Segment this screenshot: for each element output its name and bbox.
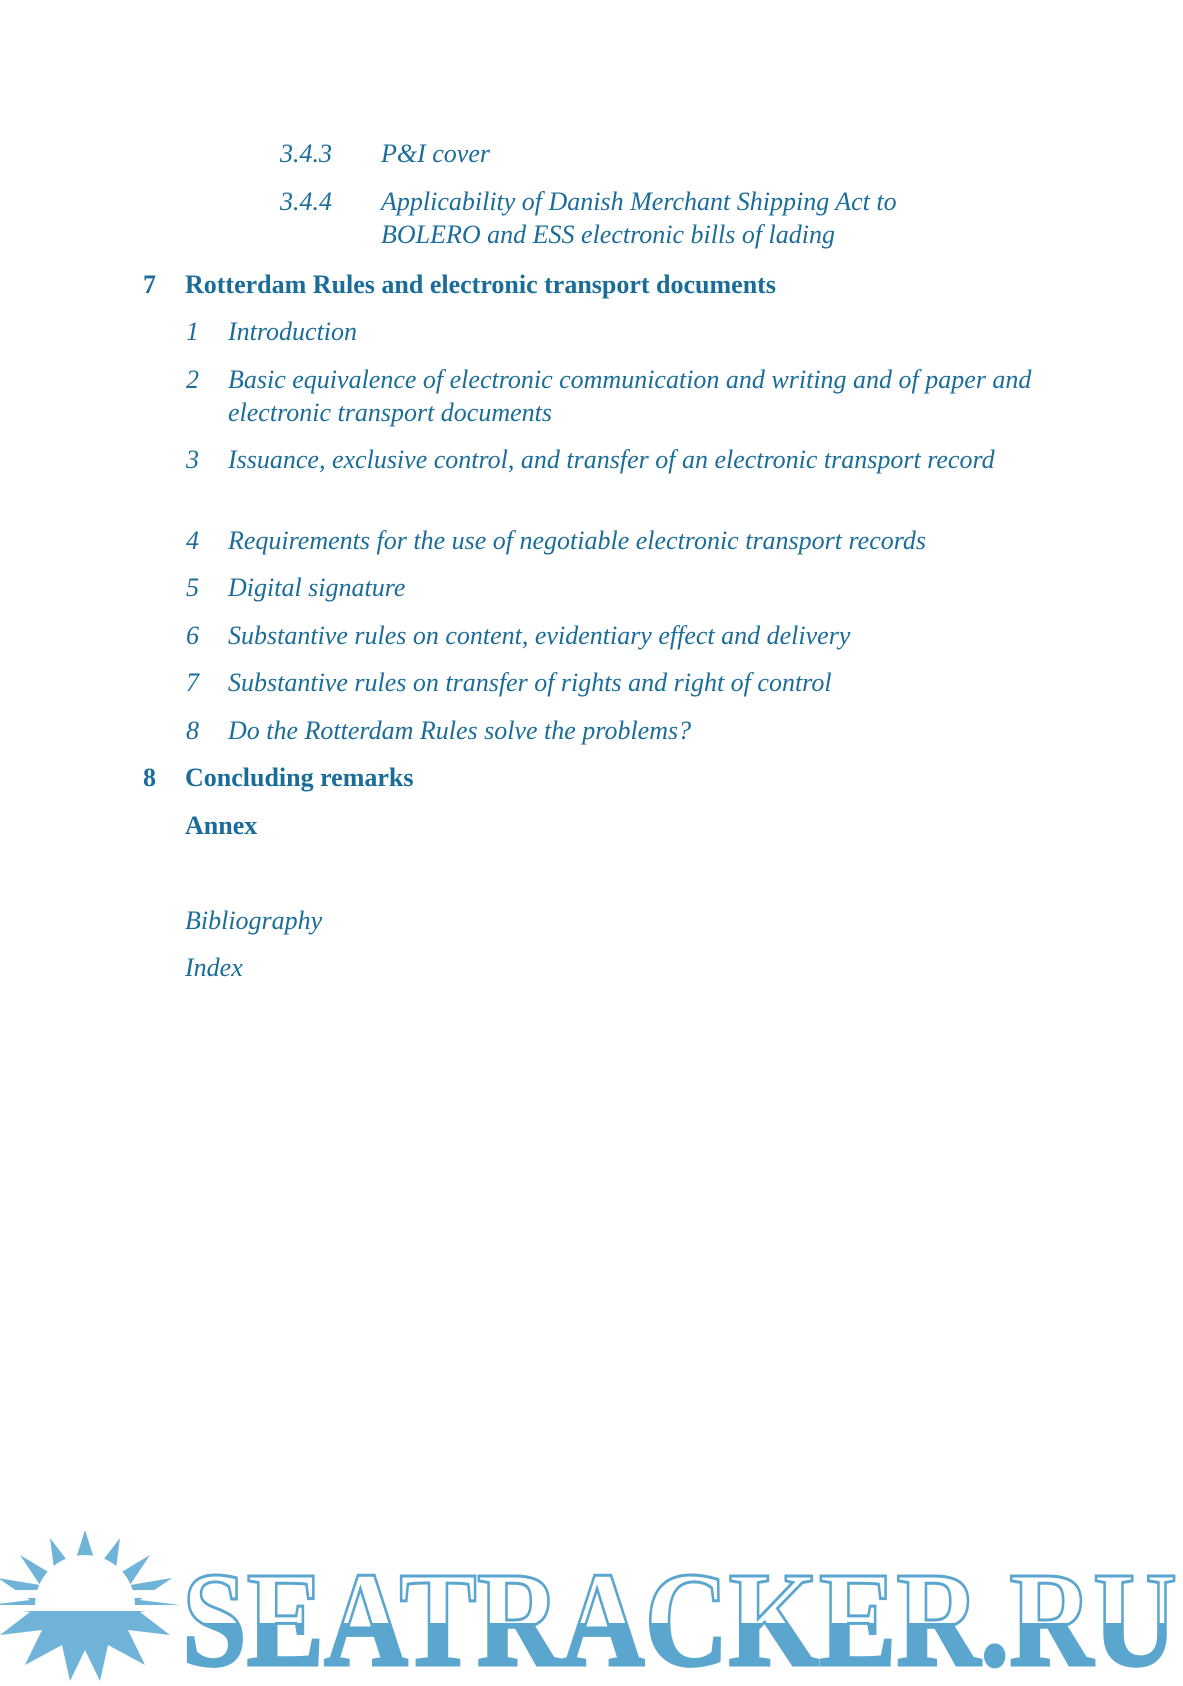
toc-entry-7-2[interactable] (186, 363, 1086, 429)
toc-index[interactable]: Index (185, 953, 243, 982)
entry-title: Digital signature (228, 573, 406, 602)
toc-entry-7-6[interactable] (186, 619, 1086, 653)
toc-entry-3-4-4[interactable] (280, 185, 980, 251)
sun-icon (0, 1530, 185, 1681)
entry-title: Issuance, exclusive control, and transfer of an electronic transport record (228, 445, 995, 474)
toc-entry-3-4-3[interactable] (280, 137, 980, 171)
entry-title: Introduction (228, 317, 358, 346)
entry-number: 3 (186, 445, 199, 474)
entry-title: Do the Rotterdam Rules solve the problems? (228, 716, 692, 745)
watermark-text: SEATRACKER.RU (182, 1545, 1177, 1681)
toc-chapter-8[interactable] (143, 761, 1093, 795)
entry-number: 7 (186, 668, 199, 697)
entry-title: Substantive rules on transfer of rights and right of control (228, 668, 832, 697)
toc-chapter-7[interactable] (143, 268, 1093, 302)
toc-annex[interactable]: Annex (185, 811, 258, 840)
entry-number: 4 (186, 526, 199, 555)
entry-title: P&I cover (381, 139, 491, 168)
watermark (0, 1530, 1183, 1681)
chapter-title: Concluding remarks (185, 763, 414, 792)
entry-number: 1 (186, 317, 199, 346)
entry-title: Substantive rules on content, evidentiary effect and delivery (228, 621, 851, 650)
entry-number: 6 (186, 621, 199, 650)
toc-entry-7-1[interactable] (186, 315, 1086, 349)
entry-number: 5 (186, 573, 199, 602)
watermark-graphic (0, 1530, 1183, 1681)
toc-entry-7-8[interactable] (186, 714, 1086, 748)
toc-entry-7-5[interactable] (186, 571, 1086, 605)
entry-number: 3.4.3 (280, 139, 332, 168)
chapter-number: 7 (143, 270, 156, 299)
toc-entry-7-4[interactable] (186, 524, 1086, 558)
entry-title: Basic equivalence of electronic communication and writing and of paper and electronic transport documents (228, 365, 1032, 427)
entry-number: 2 (186, 365, 199, 394)
toc-entry-7-3[interactable] (186, 443, 1086, 509)
toc-entry-7-7[interactable] (186, 666, 1086, 700)
entry-title: Applicability of Danish Merchant Shipping Act to BOLERO and ESS electronic bills of lading (381, 187, 897, 249)
toc-bibliography[interactable]: Bibliography (185, 906, 323, 935)
entry-number: 8 (186, 716, 199, 745)
chapter-title: Rotterdam Rules and electronic transport documents (185, 270, 776, 299)
chapter-number: 8 (143, 763, 156, 792)
entry-number: 3.4.4 (280, 187, 332, 216)
entry-title: Requirements for the use of negotiable electronic transport records (228, 526, 927, 555)
